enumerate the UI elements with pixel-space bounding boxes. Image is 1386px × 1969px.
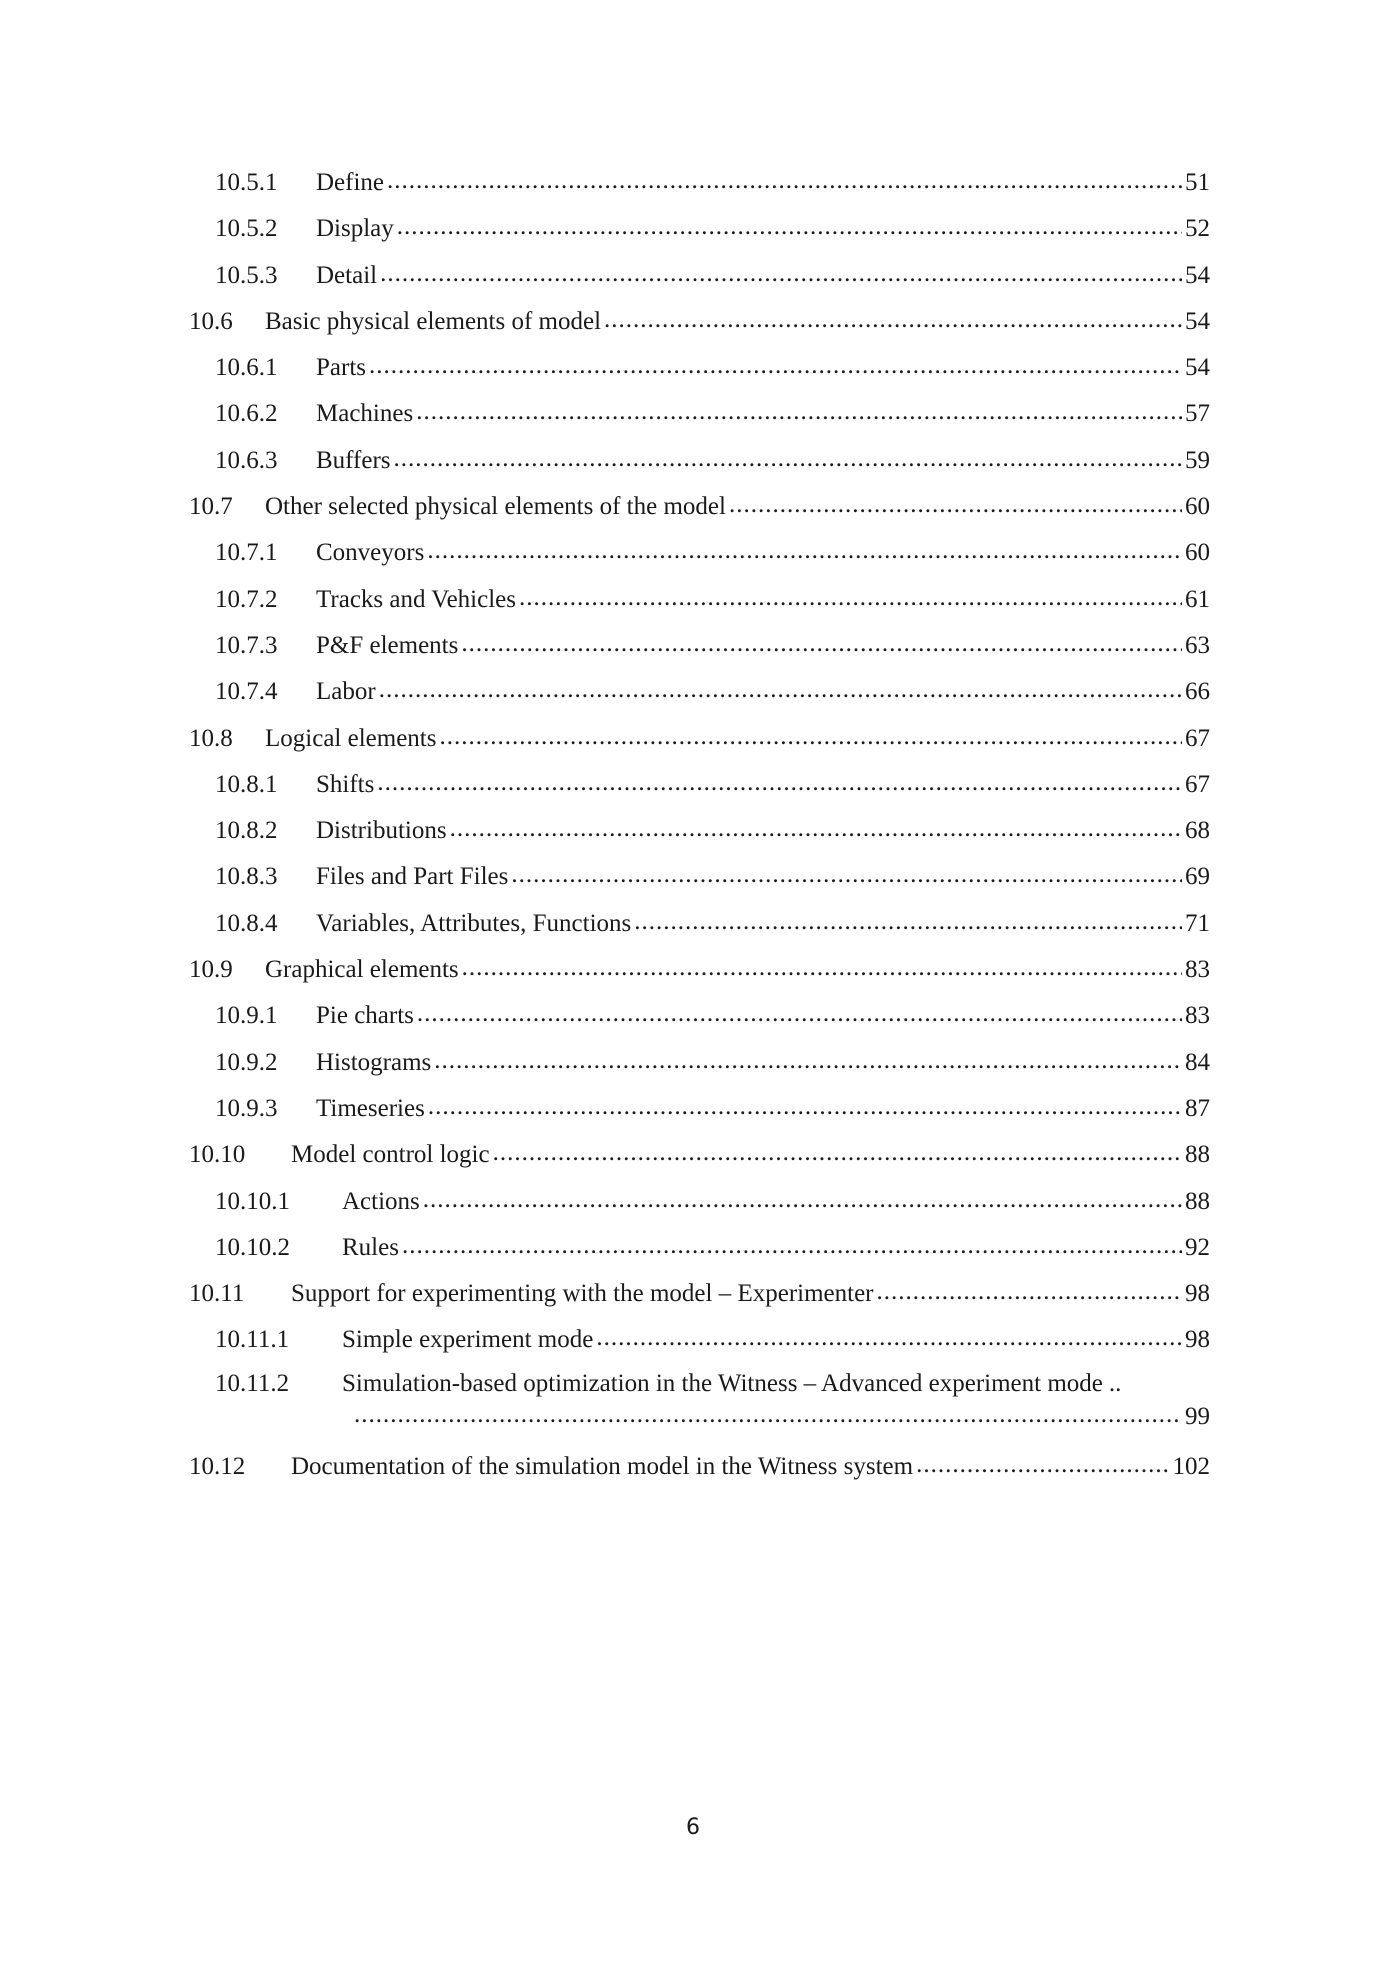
toc-title: Simple experiment mode [342,1326,594,1354]
toc-number: 10.5.2 [215,215,278,243]
toc-leader [354,1398,1182,1432]
toc-number: 10.7 [189,493,233,521]
toc-number: 10.6.3 [215,446,278,474]
toc-entry-10-10-1[interactable] [189,1179,1210,1225]
toc-page: 69 [1185,863,1210,891]
toc-page: 88 [1185,1187,1210,1215]
toc-entry-10-11[interactable] [189,1271,1210,1317]
toc-leader [511,852,1182,898]
toc-leader [604,297,1182,343]
toc-page: 83 [1185,1002,1210,1030]
toc-page: 71 [1185,909,1210,937]
toc-title: Pie charts [316,1002,414,1030]
toc-leader [493,1130,1182,1176]
toc-page: 88 [1185,1141,1210,1169]
toc-leader [729,482,1182,528]
toc-number: 10.5.1 [215,169,278,196]
toc-leader [634,899,1182,945]
toc-page: 87 [1185,1094,1210,1122]
toc-number: 10.9.3 [215,1094,278,1122]
toc-number: 10.6.1 [215,354,278,382]
toc-page: 54 [1185,261,1210,289]
toc-number: 10.8.4 [215,909,278,937]
toc-title: Define [316,169,385,196]
toc-leader [428,1084,1182,1130]
toc-title: Actions [342,1187,420,1215]
toc-page: 92 [1185,1233,1210,1261]
toc-entry-10-7-3[interactable] [189,623,1210,669]
toc-page: 102 [1172,1452,1210,1480]
toc-leader [380,251,1182,297]
toc-title: Simulation-based optimization in the Witness – Advanced experiment mode [342,1369,1103,1397]
toc-entry-10-5-1[interactable] [189,160,1210,206]
toc-entry-10-7-4[interactable] [189,669,1210,715]
toc-title: Rules [342,1233,399,1261]
toc-entry-10-11-1[interactable] [189,1317,1210,1363]
toc-page: 51 [1185,169,1210,196]
toc-page: 52 [1185,215,1210,243]
toc-number: 10.12 [189,1452,246,1480]
toc-leader [596,1315,1182,1361]
toc-title: Logical elements [265,724,437,752]
toc-leader [379,667,1182,713]
toc-leader [434,1038,1182,1084]
toc-title: Timeseries [316,1094,425,1122]
toc-title: Model control logic [291,1141,490,1169]
toc-title: Shifts [316,770,375,798]
toc-page: 67 [1185,724,1210,752]
toc-number: 10.11.2 [215,1369,290,1397]
toc-page: 98 [1185,1326,1210,1354]
toc-entry-10-11-2-continuation[interactable] [189,1400,1210,1434]
toc-entry-10-7[interactable] [189,484,1210,530]
toc-title: Other selected physical elements of the model [265,493,726,521]
toc-leader [877,1269,1183,1315]
toc-title: Variables, Attributes, Functions [316,909,632,937]
toc-leader [462,945,1182,991]
toc-number: 10.8 [189,724,233,752]
toc-page: 60 [1185,493,1210,521]
toc-title-trail: .. [1108,1369,1122,1397]
toc-title: Machines [316,400,414,428]
toc-page: 59 [1185,446,1210,474]
toc-entry-10-10-2[interactable] [189,1225,1210,1271]
toc-entry-10-7-2[interactable] [189,577,1210,623]
toc-leader [402,1223,1182,1269]
toc-entry-10-5-2[interactable] [189,206,1210,252]
toc-number: 10.7.2 [215,585,278,613]
toc-entry-10-11-2[interactable] [189,1364,1210,1400]
toc-number: 10.10.1 [215,1187,290,1215]
toc-entry-10-9-2[interactable] [189,1040,1210,1086]
toc-leader [416,389,1182,435]
toc-title: Labor [316,678,376,706]
toc-number: 10.11.1 [215,1326,290,1354]
toc-number: 10.7.4 [215,678,278,706]
toc-title: Detail [316,261,378,289]
toc-leader [439,714,1182,760]
page-number: 6 [686,1815,700,1840]
toc-page: 54 [1185,307,1210,335]
toc-entry-10-6-1[interactable] [189,345,1210,391]
toc-page: 63 [1185,631,1210,659]
toc-number: 10.9 [189,956,233,984]
toc-leader [427,528,1182,574]
toc-title: Support for experimenting with the model – Experimenter [291,1280,874,1308]
toc-page: 66 [1185,678,1210,706]
toc-number: 10.6.2 [215,400,278,428]
toc-number: 10.7.1 [215,539,278,567]
toc-number: 10.10 [189,1141,246,1169]
toc-number: 10.9.2 [215,1048,278,1076]
toc-leader [417,991,1182,1037]
toc-entry-10-9[interactable] [189,947,1210,993]
toc-page: 54 [1185,354,1210,382]
toc-leader [423,1177,1182,1223]
toc-title: Conveyors [316,539,425,567]
toc-number: 10.5.3 [215,261,278,289]
toc-entry-10-12[interactable] [189,1444,1210,1490]
toc-title: Parts [316,354,366,382]
toc-title: Buffers [316,446,391,474]
toc-leader [397,204,1182,250]
toc-title: Histograms [316,1048,432,1076]
toc-leader [519,575,1182,621]
toc-page: 99 [1185,1402,1210,1430]
toc-entry-10-8-4[interactable] [189,901,1210,947]
toc-page: 84 [1185,1048,1210,1076]
toc-entry-10-7-1[interactable] [189,530,1210,576]
toc-entry-10-9-1[interactable] [189,993,1210,1039]
toc-title: Graphical elements [265,956,459,984]
toc-number: 10.8.3 [215,863,278,891]
toc-entry-10-8-2[interactable] [189,808,1210,854]
toc-number: 10.6 [189,307,233,335]
toc-page: 98 [1185,1280,1210,1308]
toc-page: 57 [1185,400,1210,428]
toc-title: Basic physical elements of model [265,307,602,335]
toc-number: 10.9.1 [215,1002,278,1030]
toc-leader [377,760,1182,806]
toc-number: 10.8.2 [215,817,278,845]
toc-title: Display [316,215,394,243]
toc-entry-10-6-2[interactable] [189,391,1210,437]
toc-leader [369,343,1182,389]
toc-entry-10-8-3[interactable] [189,854,1210,900]
toc-page: 61 [1185,585,1210,613]
toc-title: Files and Part Files [316,863,509,891]
toc-leader [394,436,1182,482]
toc-page: 60 [1185,539,1210,567]
toc-entry-10-10[interactable] [189,1132,1210,1178]
toc-title: Documentation of the simulation model in the Witness system [291,1452,914,1480]
toc-entry-10-9-3[interactable] [189,1086,1210,1132]
toc-entry-10-6[interactable] [189,299,1210,345]
toc-leader [387,158,1182,204]
toc-title: P&F elements [316,631,459,659]
toc-number: 10.8.1 [215,770,278,798]
toc-title: Distributions [316,817,447,845]
toc-leader [916,1442,1169,1488]
toc-number: 10.7.3 [215,631,278,659]
toc-page: 68 [1185,817,1210,845]
toc-number: 10.10.2 [215,1233,290,1261]
toc-title: Tracks and Vehicles [316,585,516,613]
toc-page: 67 [1185,770,1210,798]
toc-entry-10-8-1[interactable] [189,762,1210,808]
toc-leader [450,806,1182,852]
toc-entry-10-8[interactable] [189,716,1210,762]
toc-number: 10.11 [189,1280,245,1308]
table-of-contents [189,160,1210,1490]
toc-leader [461,621,1182,667]
toc-entry-10-5-3[interactable] [189,253,1210,299]
toc-entry-10-6-3[interactable] [189,438,1210,484]
toc-page: 83 [1185,956,1210,984]
